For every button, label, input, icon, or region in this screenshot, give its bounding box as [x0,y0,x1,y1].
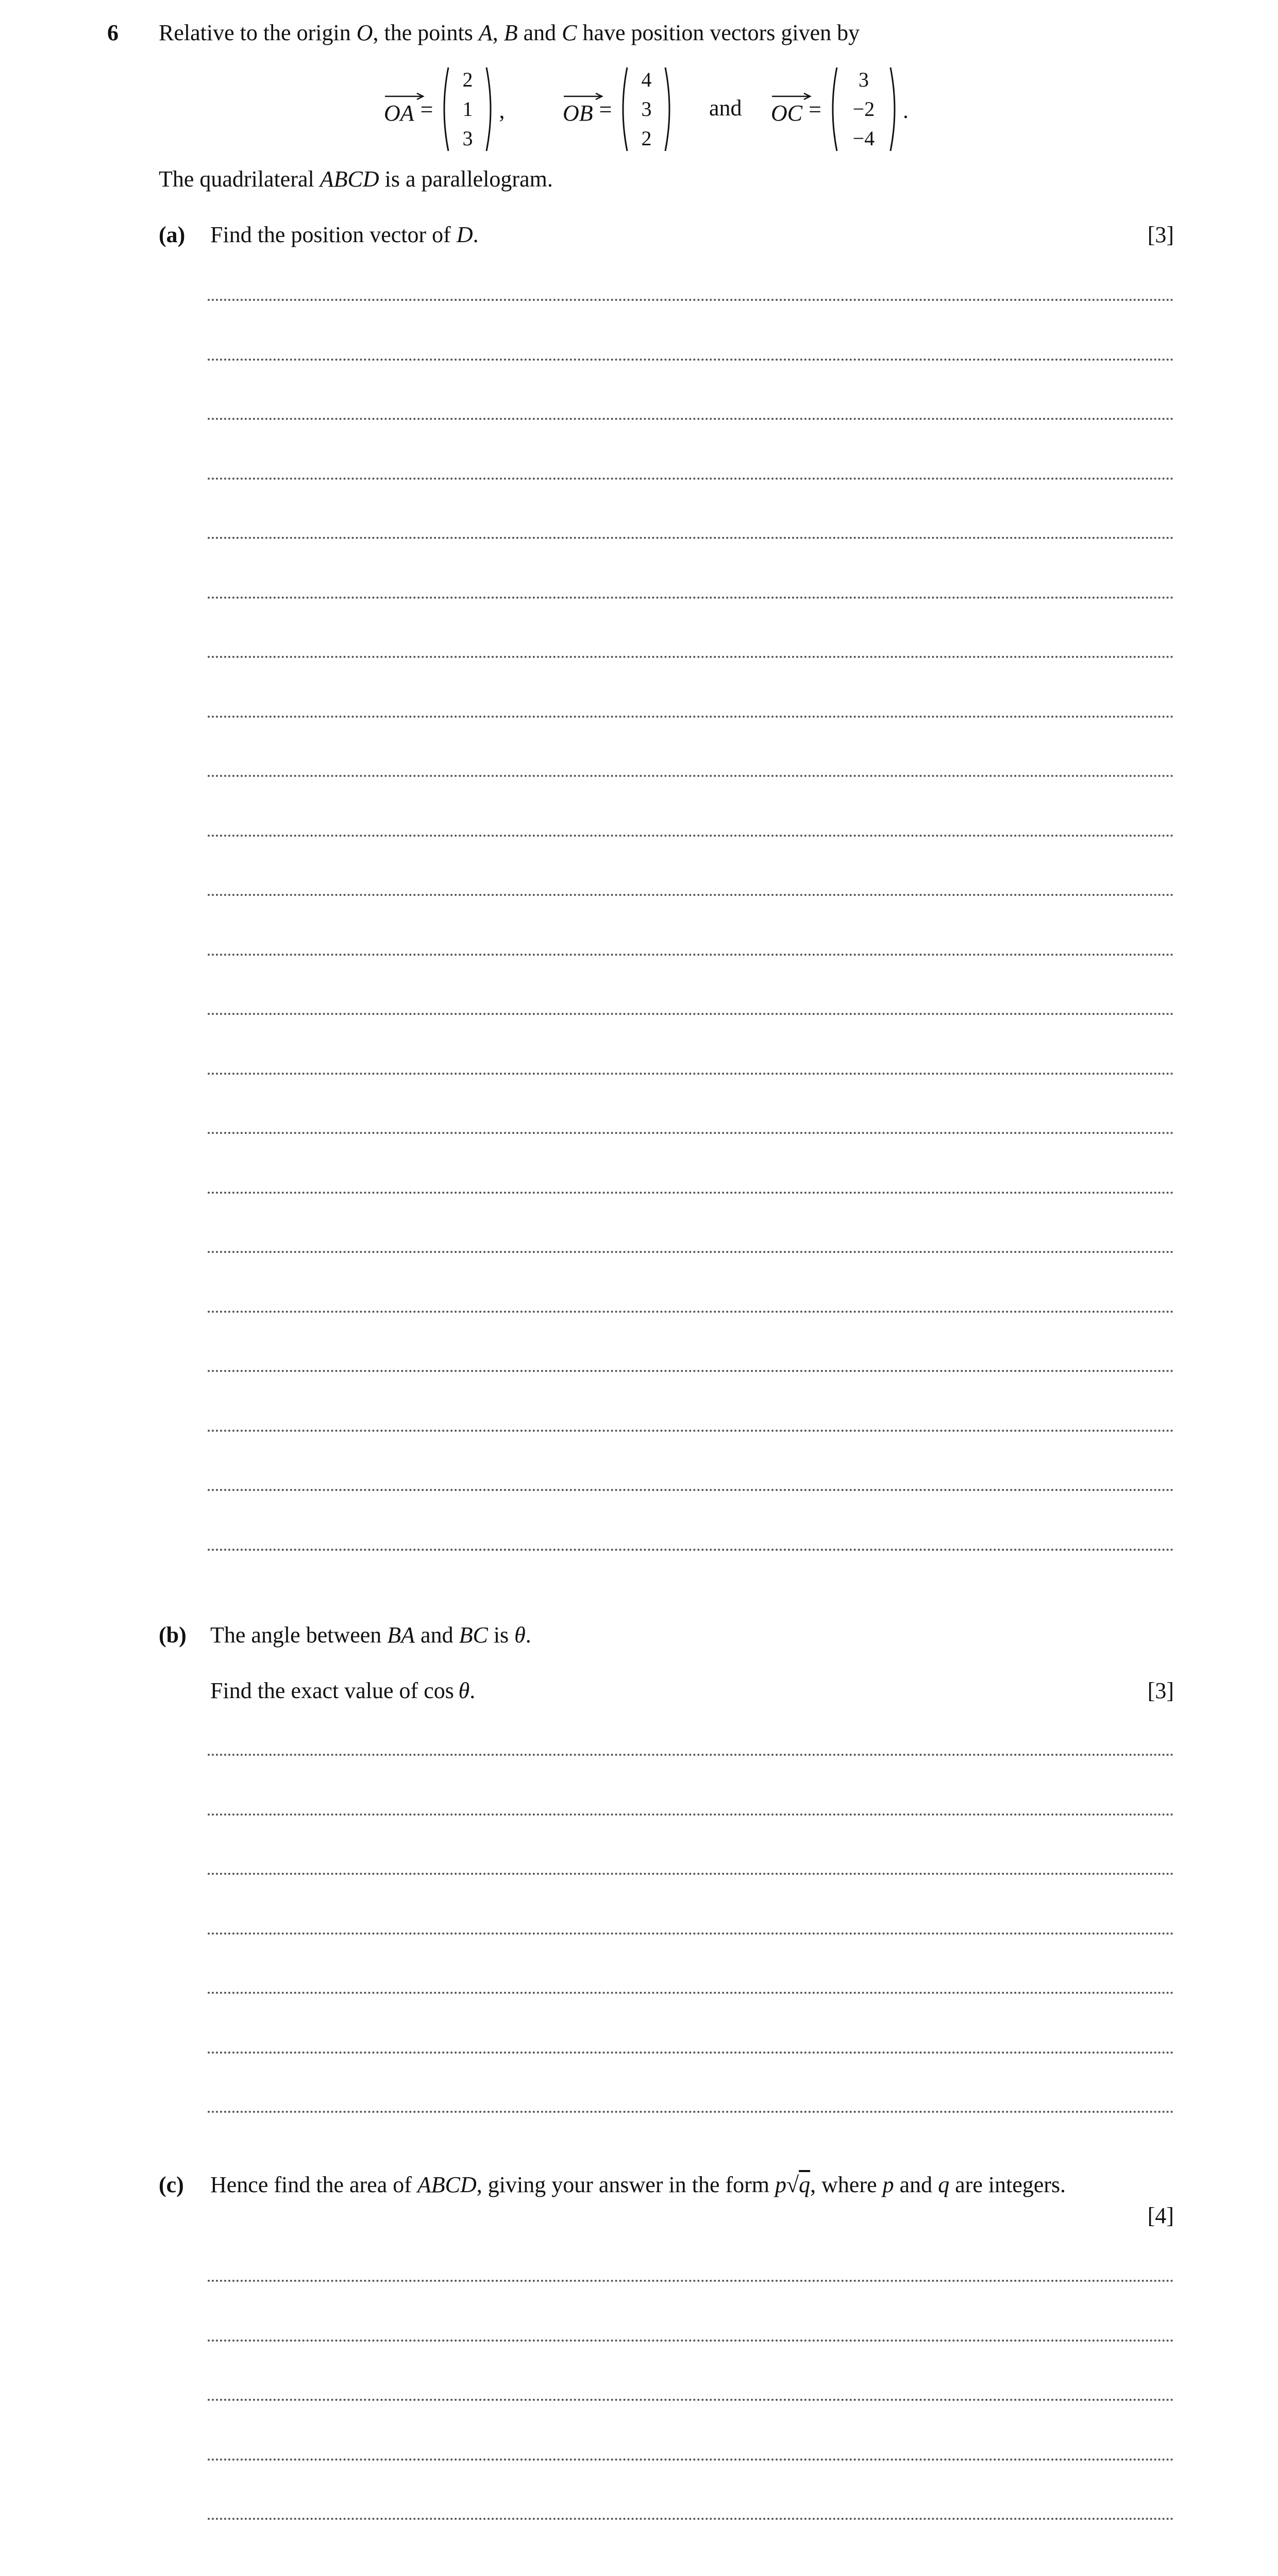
answer-line[interactable] [208,2518,1174,2520]
part-a-question: Find the position vector of D. [210,222,479,247]
part-c-label: (c) [159,2172,184,2197]
part-a-marks: [3] [1147,222,1174,247]
answer-line[interactable] [208,2280,1174,2282]
answer-line[interactable] [208,2340,1174,2342]
vector-name: OC [771,93,802,126]
column-vector: 2 1 3 [439,65,496,153]
vector-OC: OC = 3 −2 −4 . [771,63,909,156]
part-b-question: Find the exact value of cos θ. [210,1678,476,1703]
column-vector: 4 3 2 [618,65,675,153]
column-vector: 3 −2 −4 [828,65,900,153]
part-b-marks: [3] [1147,1678,1174,1703]
equals-sign: = [809,96,821,122]
equals-sign: = [599,96,612,122]
question-number: 6 [107,20,119,45]
vector-name: OB [563,93,593,126]
part-b-label: (b) [159,1622,187,1648]
part-a-label: (a) [159,222,186,247]
part-b-statement: The angle between BA and BC is θ. [210,1622,531,1648]
question-intro: Relative to the origin O, the points A, B and C have position vectors given by [159,20,860,45]
vector-name: OA [384,93,414,126]
answer-line[interactable] [208,2459,1174,2461]
vector-OA: OA = 2 1 3 , [384,63,505,156]
answer-line[interactable] [208,2399,1174,2401]
part-c-marks: [4] [1147,2203,1174,2228]
part-c-question: Hence find the area of ABCD, giving your answer in the form p√q, where p and q are integers. [210,2172,1066,2197]
part-c-answer-area[interactable] [208,0,1174,2576]
and-word: and [709,95,742,121]
quadrilateral-statement: The quadrilateral ABCD is a parallelogram. [159,166,553,192]
equals-sign: = [420,96,433,122]
